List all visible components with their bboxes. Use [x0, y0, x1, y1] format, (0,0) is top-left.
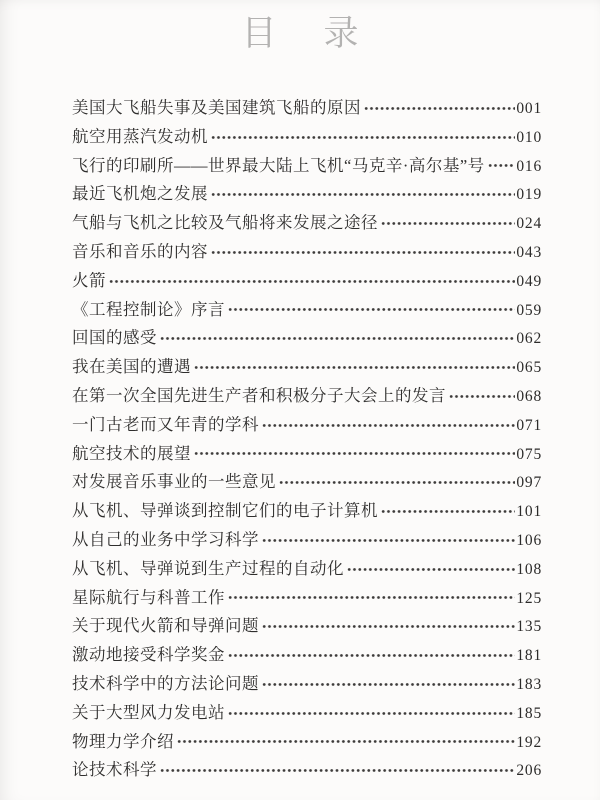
toc-entry — [72, 497, 542, 526]
dot-leader — [228, 706, 515, 723]
dot-leader — [262, 533, 515, 550]
toc-entry-page-number: 071 — [516, 416, 542, 434]
dot-leader — [228, 590, 515, 607]
dot-leader — [211, 245, 515, 262]
toc-entry-title: 气船与飞机之比较及气船将来发展之途径 — [72, 213, 378, 233]
toc-entry-title: 航空用蒸汽发动机 — [72, 126, 208, 146]
toc-entry — [72, 699, 542, 728]
toc-entry-title: 对发展音乐事业的一些意见 — [72, 472, 276, 492]
dot-leader — [160, 331, 515, 348]
toc-entry-title: 一门古老而又年青的学科 — [72, 414, 259, 434]
toc-entry — [72, 324, 542, 353]
toc-entry — [72, 180, 542, 209]
toc-entry — [72, 526, 542, 555]
toc-entry-title: 物理力学介绍 — [72, 731, 174, 751]
dot-leader — [449, 389, 515, 406]
toc-entry-title: 我在美国的遭遇 — [72, 357, 191, 377]
toc-entry-title: 飞行的印刷所——世界最大陆上飞机“马克辛·高尔基”号 — [72, 155, 485, 175]
dot-leader — [211, 130, 515, 147]
toc-entry-page-number: 185 — [516, 704, 542, 722]
toc-entry-page-number: 108 — [516, 560, 542, 578]
toc-entry — [72, 641, 542, 670]
toc-entry — [72, 555, 542, 584]
toc-entry — [72, 612, 542, 641]
toc-entry-page-number: 206 — [516, 762, 542, 780]
dot-leader — [364, 101, 515, 118]
toc-entry — [72, 123, 542, 152]
toc-entry-page-number: 062 — [516, 330, 542, 348]
toc-entry-page-number: 019 — [516, 186, 542, 204]
toc-entry-page-number: 010 — [516, 128, 542, 146]
toc-entry-page-number: 125 — [516, 589, 542, 607]
toc-entry-title: 最近飞机炮之发展 — [72, 184, 208, 204]
toc-entry-title: 从飞机、导弹说到生产过程的自动化 — [72, 558, 344, 578]
dot-leader — [228, 648, 515, 665]
toc-entry — [72, 152, 542, 181]
toc-entry-title: 航空技术的展望 — [72, 443, 191, 463]
toc-entry-title: 从飞机、导弹谈到控制它们的电子计算机 — [72, 501, 378, 521]
toc-entry — [72, 440, 542, 469]
toc-entry-title: 论技术科学 — [72, 760, 157, 780]
toc-entry-title: 关于大型风力发电站 — [72, 702, 225, 722]
toc-entry-page-number: 049 — [516, 272, 542, 290]
dot-leader — [381, 504, 515, 521]
toc-entry — [72, 238, 542, 267]
toc-entry-title: 激动地接受科学奖金 — [72, 645, 225, 665]
dot-leader — [381, 216, 515, 233]
toc-entry — [72, 94, 542, 123]
toc-entry-title: 星际航行与科普工作 — [72, 587, 225, 607]
toc-entry — [72, 296, 542, 325]
toc-entry-title: 从自己的业务中学习科学 — [72, 529, 259, 549]
toc-entry-title: 美国大飞船失事及美国建筑飞船的原因 — [72, 98, 361, 117]
toc-entry-title: 音乐和音乐的内容 — [72, 241, 208, 261]
toc-entry — [72, 411, 542, 440]
dot-leader — [211, 187, 515, 204]
toc-entry — [72, 468, 542, 497]
toc-entry-page-number: 101 — [516, 503, 542, 521]
toc-entry — [72, 267, 542, 296]
dot-leader — [194, 446, 515, 463]
dot-leader — [488, 158, 516, 175]
toc-entry-page-number: 135 — [516, 618, 542, 636]
toc-entry-page-number: 192 — [516, 733, 542, 751]
dot-leader — [109, 274, 515, 291]
toc-entry-page-number: 075 — [516, 445, 542, 463]
toc-entry-page-number: 065 — [516, 359, 542, 377]
toc-entry — [72, 209, 542, 238]
toc-entry-title: 火箭 — [72, 270, 106, 290]
toc-entry-title: 关于现代火箭和导弹问题 — [72, 616, 259, 636]
toc-list — [0, 94, 600, 785]
dot-leader — [262, 677, 515, 694]
toc-entry-page-number: 043 — [516, 243, 542, 261]
toc-entry-title: 技术科学中的方法论问题 — [72, 673, 259, 693]
dot-leader — [194, 360, 515, 377]
toc-entry-page-number: 106 — [516, 531, 542, 549]
dot-leader — [160, 763, 515, 780]
dot-leader — [262, 619, 515, 636]
toc-entry-title: 《工程控制论》序言 — [72, 299, 225, 319]
dot-leader — [347, 562, 515, 579]
dot-leader — [177, 734, 515, 751]
toc-entry-title: 回国的感受 — [72, 328, 157, 348]
dot-leader — [262, 418, 515, 435]
page-title: 目 录 — [241, 14, 365, 53]
toc-entry — [72, 584, 542, 613]
toc-entry-page-number: 068 — [516, 387, 542, 405]
toc-entry-page-number: 097 — [516, 474, 542, 492]
toc-entry-page-number: 059 — [516, 301, 542, 319]
toc-entry — [72, 353, 542, 382]
toc-entry — [72, 382, 542, 411]
toc-entry-page-number: 181 — [516, 647, 542, 665]
toc-entry-page-number: 001 — [516, 100, 542, 117]
toc-entry — [72, 670, 542, 699]
toc-entry-page-number: 016 — [516, 157, 542, 175]
toc-entry-title: 在第一次全国先进生产者和积极分子大会上的发言 — [72, 385, 446, 405]
toc-entry — [72, 756, 542, 785]
toc-entry-page-number: 183 — [516, 675, 542, 693]
dot-leader — [279, 475, 515, 492]
dot-leader — [228, 302, 515, 319]
toc-entry — [72, 728, 542, 757]
toc-entry-page-number: 024 — [516, 215, 542, 233]
